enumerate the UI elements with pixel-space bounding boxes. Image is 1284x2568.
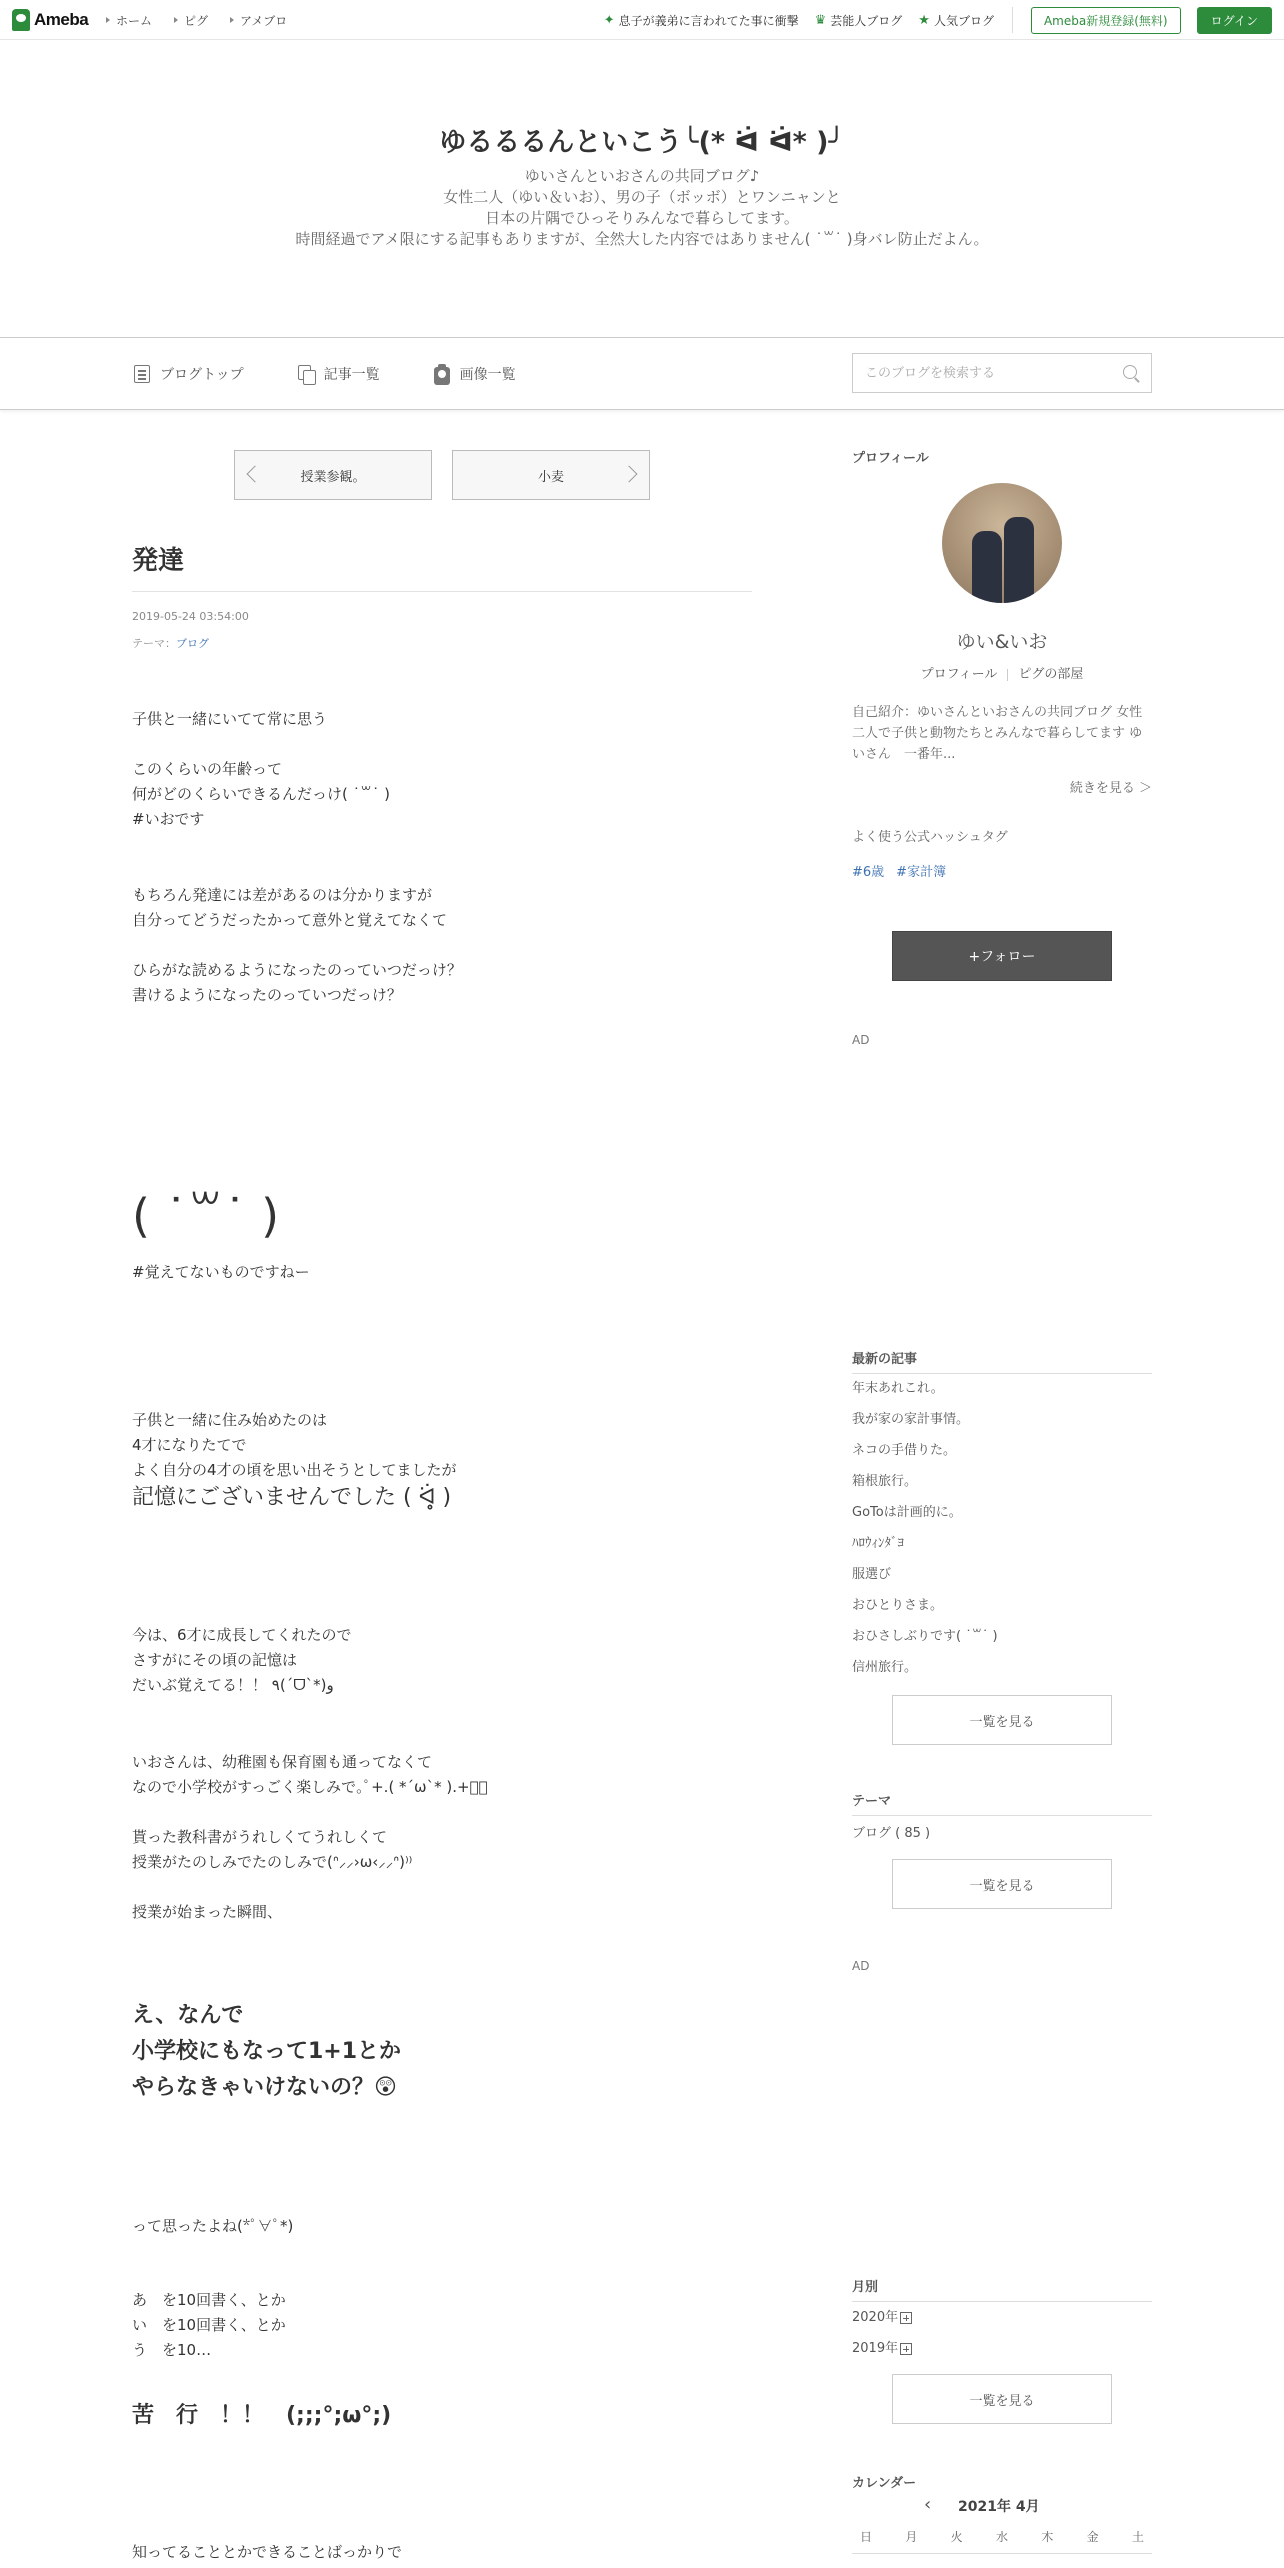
chevron-right-icon (621, 466, 638, 483)
avatar-figure (1004, 517, 1034, 603)
monthly-heading: 月別 (852, 2276, 1152, 2302)
expand-plus-icon[interactable] (900, 2312, 912, 2324)
month-item[interactable]: 2019年 (852, 2338, 1152, 2369)
promo-link-popular[interactable]: ★ 人気ブログ (918, 12, 994, 28)
entry-paragraph: #覚えてないものですねー (132, 1263, 310, 1281)
nav-ameblo[interactable]: アメブロ (230, 12, 287, 29)
global-nav (106, 0, 287, 40)
entry-heading-text: え、なんで 小学校にもなって1+1とか やらなきゃいけないの？😲 (132, 2003, 402, 2100)
blog-header (0, 40, 1284, 337)
ameba-wordmark: Ameba (34, 10, 89, 29)
chevron-left-icon (247, 466, 264, 483)
theme-item[interactable]: ブログ ( 85 ) (852, 1826, 931, 1841)
entry-title[interactable]: 発達 (132, 540, 752, 592)
entry-theme-link[interactable]: ブログ (176, 637, 209, 650)
entry-paragraph: 知ってることとかできることばっかりで (132, 2543, 403, 2561)
recent-item[interactable]: 年末あれこれ。 (852, 1381, 944, 1396)
blog-top-link[interactable]: ブログトップ (134, 364, 244, 384)
profile-heading: プロフィール (852, 451, 929, 466)
recent-list (852, 1378, 1152, 1688)
caret-right-icon (230, 17, 234, 23)
blog-description: ゆいさんといおさんの共同ブログ♪ 女性二人（ゆい＆いお）、男の子（ボッボ）とワンニャンと 日本の片隅でひっそりみんなで暮らしてます。 時間経過でアメ限にする記事もありますが、全然大した内容ではありません( ˙꒳˙ )身バレ防止だよん。 (295, 167, 989, 248)
entry-paragraph: いおさんは、幼稚園も保育園も通ってなくて なので小学校がすっごく楽しみで｡ﾟ+.( *ˊωˋ* ).+ﾟ｡ 貰った教科書がうれしくてうれしくて 授業がたのしみでたのしみで(ᐢ⸝⸝›ω‹⸝⸝ᐢ)⁾⁾ 授業が始まった瞬間、 (132, 1753, 488, 1921)
caret-right-icon (174, 17, 178, 23)
login-button[interactable]: ログイン (1197, 7, 1272, 34)
recent-item[interactable]: おひさしぶりです( ˙꒳˙ ) (852, 1629, 998, 1644)
month-item[interactable]: 2020年 (852, 2307, 1152, 2338)
entry-paragraph: って思ったよね(*ﾟ∀ﾟ*) (132, 2217, 294, 2235)
blog-nav (0, 337, 1284, 410)
monthly-see-all-button[interactable]: 一覧を見る (892, 2374, 1112, 2424)
calendar-weekdays: 日 月 火 水 木 金 土 (852, 2528, 1152, 2554)
caret-right-icon (106, 17, 110, 23)
blog-title[interactable]: ゆるるるんといこう╰(* ᐛ ᐛ* )╯ (439, 127, 845, 158)
entry-list-link[interactable]: 記事一覧 (298, 364, 380, 384)
entry-face-emoticon: ( ˙꒳˙ ) (132, 1189, 280, 1243)
ameba-mark-icon (12, 9, 30, 31)
ad-label: AD (852, 1033, 870, 1047)
crown-icon: ♛ (814, 12, 827, 28)
calendar-heading: カレンダー (852, 2476, 917, 2491)
entry-pager (234, 450, 650, 500)
document-icon (134, 365, 150, 383)
theme-list (852, 1823, 1152, 1854)
recent-item[interactable]: 箱根旅行。 (852, 1474, 918, 1489)
entry-large-text: 記憶にございませんでした ( ᐛ̥̥̥ ) (132, 1485, 452, 1510)
recent-item[interactable]: ﾊﾛｳｨﾝﾀﾞﾖ (852, 1536, 904, 1551)
recent-see-all-button[interactable]: 一覧を見る (892, 1695, 1112, 1745)
nav-home[interactable]: ホーム (106, 12, 152, 29)
profile-link[interactable]: プロフィール (920, 667, 998, 682)
entry-paragraph: 今は、6才に成長してくれたので さすがにその頃の記憶は だいぶ覚えてる！！ ٩(ˊᗜˋ*)و (132, 1626, 352, 1694)
image-list-link[interactable]: 画像一覧 (434, 364, 516, 385)
calendar-month: 2021年 4月 (958, 2499, 1040, 2515)
monthly-list (852, 2307, 1152, 2369)
recent-item[interactable]: 服選び (852, 1567, 892, 1582)
profile-description: 自己紹介：ゆいさんといおさんの共同ブログ 女性二人で子供と動物たちとみんなで暮らしてます ゆいさん 一番年... (852, 705, 1143, 762)
pigg-room-link[interactable]: ピグの部屋 (1018, 667, 1084, 682)
prev-entry-button[interactable]: 授業参観。 (234, 450, 432, 500)
entry-paragraph: もちろん発達には差があるのは分かりますが 自分ってどうだったかって意外と覚えてなくて ひらがな読めるようになったのっていつだっけ？ 書けるようになったのっていつだっけ？ (132, 886, 462, 1004)
recent-item[interactable]: ネコの手借りた。 (852, 1443, 957, 1458)
ameba-logo[interactable] (12, 9, 88, 31)
header-divider (1012, 7, 1013, 33)
chevron-left-icon[interactable]: ‹ (924, 2494, 932, 2515)
recent-item[interactable]: GoToは計画的に。 (852, 1505, 962, 1520)
header-right (604, 0, 1272, 40)
link-divider (1007, 669, 1008, 681)
follow-button[interactable]: +フォロー (892, 931, 1112, 981)
ad-label: AD (852, 1959, 870, 1973)
global-header (0, 0, 1284, 40)
hashtag-link[interactable]: #家計簿 (896, 865, 947, 880)
blog-nav-links (134, 338, 516, 410)
recent-heading: 最新の記事 (852, 1348, 1152, 1374)
entry-paragraph: あ を10回書く、とか い を10回書く、とか う を10… (132, 2291, 286, 2359)
theme-see-all-button[interactable]: 一覧を見る (892, 1859, 1112, 1909)
recent-item[interactable]: おひとりさま。 (852, 1598, 944, 1613)
avatar-figure (972, 531, 1002, 603)
blog-search-input[interactable] (853, 354, 1103, 392)
entry-theme: テーマ：ブログ (132, 637, 209, 650)
copy-icon (298, 365, 314, 383)
entry-date: 2019-05-24 03:54:00 (132, 610, 249, 623)
entry-paragraph: 子供と一緒に住み始めたのは 4才になりたてで よく自分の4才の頃を思い出そうとしてましたが (132, 1411, 457, 1479)
promo-link-trend[interactable]: ✦ 息子が義弟に言われてた事に衝撃 (603, 12, 799, 28)
camera-icon (434, 367, 450, 385)
expand-plus-icon[interactable] (900, 2343, 912, 2355)
recent-item[interactable]: 我が家の家計事情。 (852, 1412, 970, 1427)
profile-name[interactable]: ゆい&いお (956, 631, 1048, 653)
hashtag-link[interactable]: #6歳 (852, 865, 885, 880)
register-button[interactable]: Ameba新規登録(無料) (1031, 7, 1181, 34)
hashtag-heading: よく使う公式ハッシュタグ (852, 830, 1008, 845)
blog-search (852, 353, 1152, 393)
sparkle-icon: ✦ (603, 12, 615, 28)
entry-paragraph: 子供と一緒にいてて常に思う このくらいの年齢って 何がどのくらいできるんだっけ( ˙꒳˙ ) #いおです (132, 710, 390, 828)
hashtag-list (852, 861, 958, 880)
recent-item[interactable]: 信州旅行。 (852, 1660, 918, 1675)
promo-link-celebrity[interactable]: ♛ 芸能人ブログ (814, 12, 903, 28)
next-entry-button[interactable]: 小麦 (452, 450, 650, 500)
theme-heading: テーマ (852, 1790, 1152, 1816)
star-icon: ★ (918, 12, 930, 28)
profile-links (852, 663, 1152, 682)
avatar[interactable] (942, 483, 1062, 603)
nav-pigg[interactable]: ピグ (174, 12, 208, 29)
read-more-link[interactable]: 続きを見る ＞ (1069, 781, 1152, 796)
search-icon[interactable] (1123, 365, 1137, 379)
entry-heading-text: 苦 行 ！！ (;;;°;ω°;) (132, 2403, 392, 2428)
